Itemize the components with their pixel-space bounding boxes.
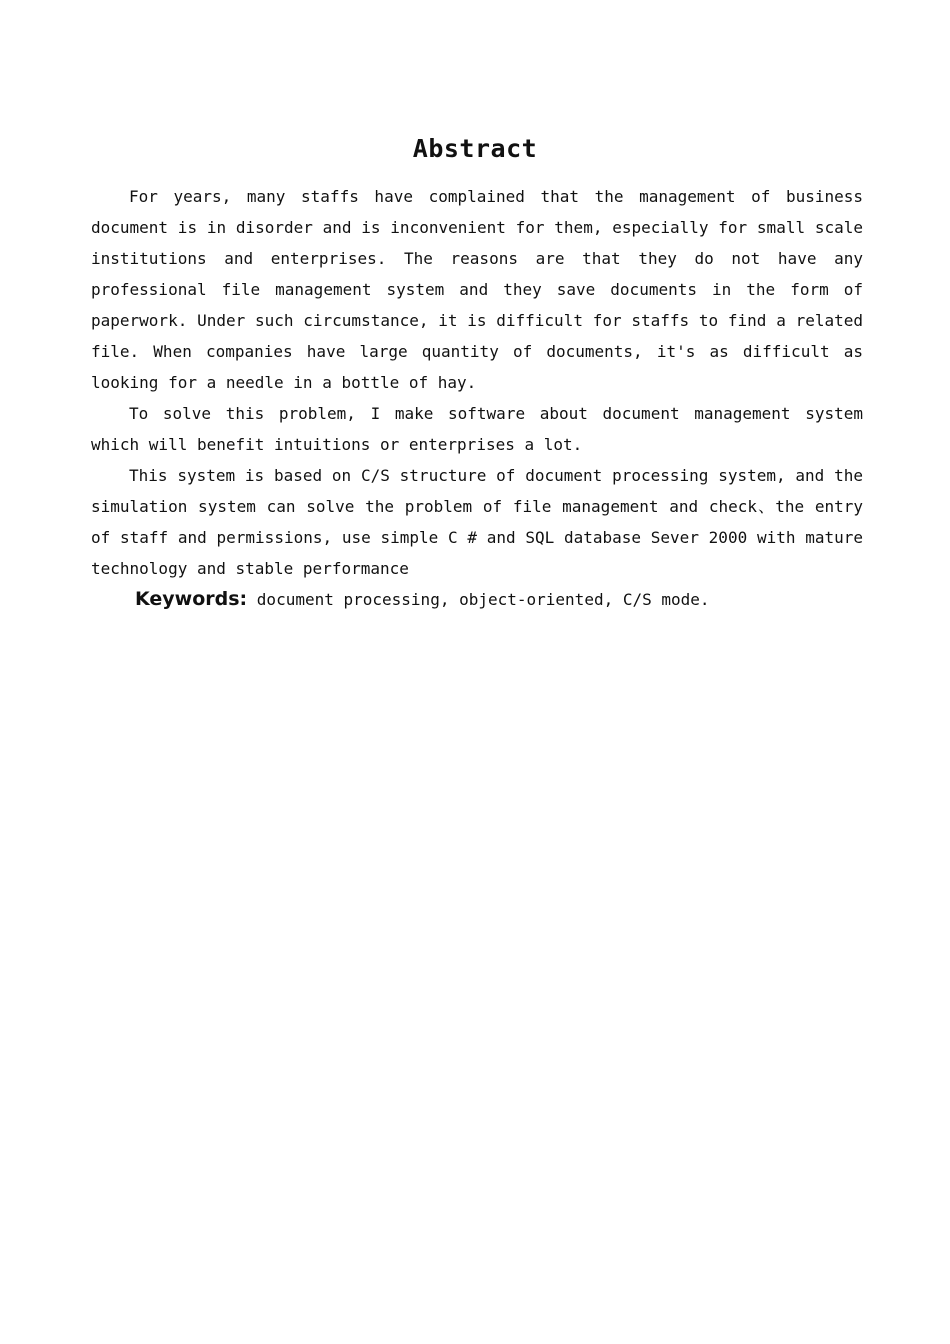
keywords-label: Keywords: — [135, 588, 248, 610]
abstract-paragraph-2: To solve this problem, I make software about document management system which will benefit intuitions or enterprises a lot. — [91, 404, 863, 454]
keywords-line — [91, 584, 863, 615]
abstract-body — [91, 181, 863, 615]
keywords-text: document processing, object-oriented, C/S mode. — [256, 590, 710, 609]
abstract-paragraph-3: This system is based on C/S structure of document processing system, and the simulation system can solve the problem of file management and check、the entry of staff and permissions, use simple C # and SQL database Sever 2000 with mature technology and stable performance — [91, 466, 863, 578]
page-title: Abstract — [412, 134, 538, 163]
abstract-paragraph-1: For years, many staffs have complained that the management of business document is in disorder and is inconvenient for them, especially for small scale institutions and enterprises. The reasons are that they do not have any professional file management system and they save documents in the form of paperwork. Under such circumstance, it is difficult for staffs to find a related file. When companies have large quantity of documents, it's as difficult as looking for a needle in a bottle of hay. — [91, 187, 863, 392]
